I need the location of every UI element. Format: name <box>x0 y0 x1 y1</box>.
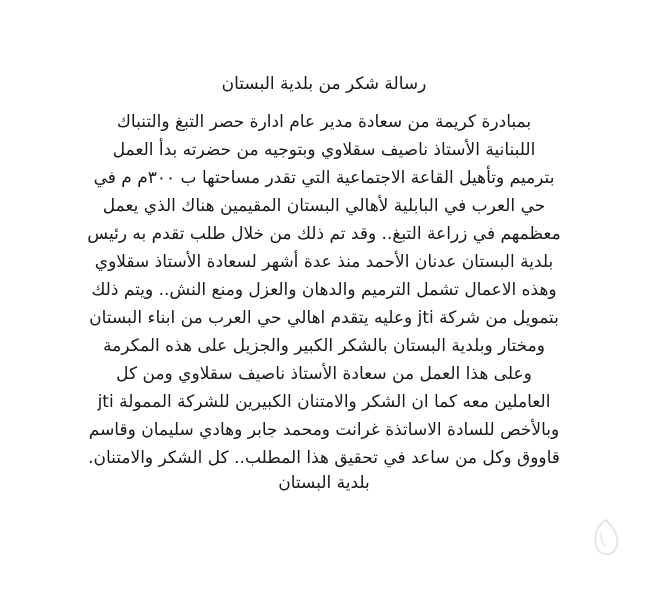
letter-line-12: وبالأخص للسادة الاساتذة غرانت ومحمد جابر وهادي سليمان وقاسم <box>88 420 560 440</box>
letter-line-1: بمبادرة كريمة من سعادة مدير عام ادارة حصر التبغ والتنباك <box>116 112 532 132</box>
letter-body <box>48 72 600 496</box>
letter-line-9: ومختار وبلدية البستان بالشكر الكبير والجزيل على هذه المكرمة <box>103 336 545 356</box>
letter-title: رسالة شكر من بلدية البستان <box>221 74 427 94</box>
letter-line-6: بلدية البستان عدنان الأحمد منذ عدة أشهر لسعادة الأستاذ سقلاوي <box>94 252 554 272</box>
letter-line-2: اللبنانية الأستاذ ناصيف سقلاوي وبتوجيه من حضرته بدأ العمل <box>112 140 536 160</box>
letter-line-7: وهذه الاعمال تشمل الترميم والدهان والعزل ومنع النش.. ويتم ذلك <box>91 280 557 300</box>
letter-signature: بلدية البستان <box>278 473 370 493</box>
letter-line-4: حي العرب في البابلية لأهالي البستان المقيمين هناك الذي يعمل <box>102 196 546 216</box>
faint-logo-icon <box>588 516 624 558</box>
letter-line-10: وعلى هذا العمل من سعادة الأستاذ ناصيف سقلاوي ومن كل <box>116 364 532 384</box>
letter-line-11: العاملين معه كما ان الشكر والامتنان الكبيرين للشركة الممولة jti <box>97 392 551 412</box>
letter-line-3: بترميم وتأهيل القاعة الاجتماعية التي تقدر مساحتها ب ٣٠٠م م في <box>93 168 555 188</box>
letter-line-5: معظمهم في زراعة التبغ.. وقد تم ذلك من خلال طلب تقدم به رئيس <box>87 224 561 244</box>
letter-line-13: قاووق وكل من ساعد في تحقيق هذا المطلب.. كل الشكر والامتنان. <box>88 448 560 468</box>
letter-line-8: بتمويل من شركة jti وعليه يتقدم اهالي حي العرب من ابناء البستان <box>89 308 559 328</box>
